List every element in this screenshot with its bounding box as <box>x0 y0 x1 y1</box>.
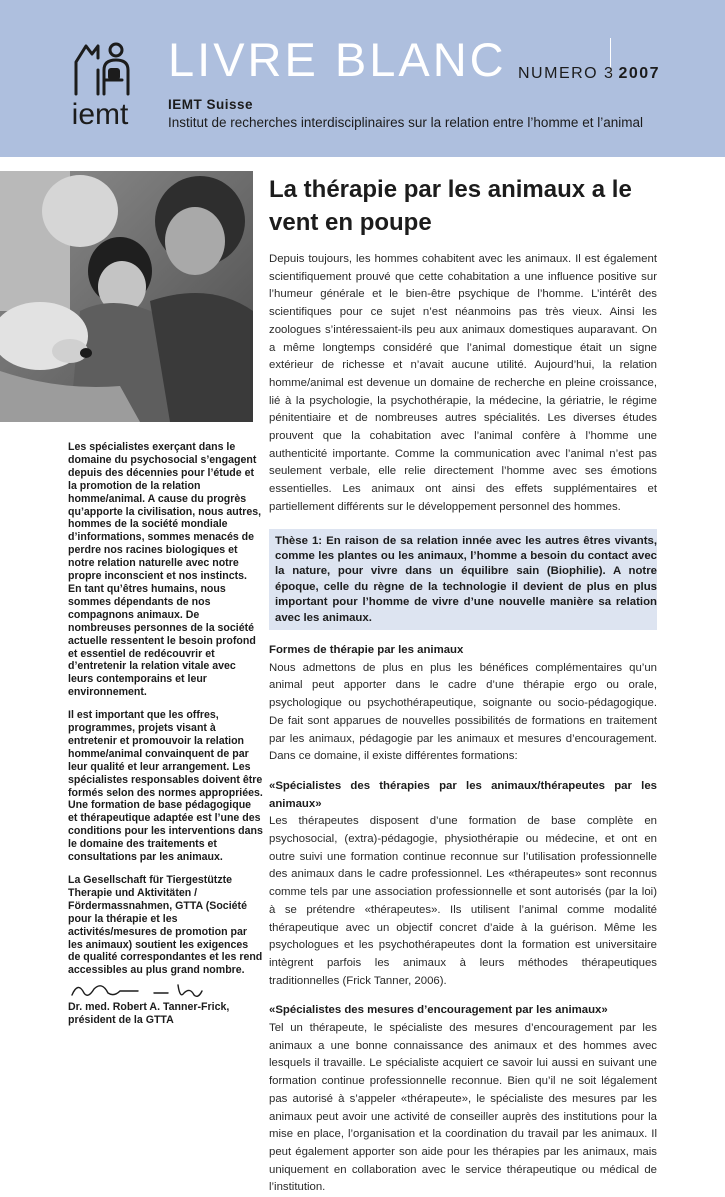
photo-children-with-dog <box>0 171 253 422</box>
intro-paragraph: Depuis toujours, les hommes cohabitent avec les animaux. Il est également scientifiquement prouvé que cette cohabitation a une influence positive sur l’humeur générale et le bien-être psychique de l’homme. L’intérêt des scientifiques pour ce sujet n’est néanmoins pas très vieux. Ainsi les zoologues s’intéressaient-ils peu aux animaux domestiques auparavant. On a même longtemps considéré que l’animal domestique était un signe extérieur de richesse et n’avait aucune utilité. Aujourd’hui, la relation homme/animal est devenue un domaine de recherche en pleine croissance, lié à la psychologie, la psychothérapie, la médecine, la gériatrie, le régime pénitentiaire et de nombreuses autres spécialités. Les diverses études prouvent que la cohabitation avec l’animal confère à l’homme une authenticité importante. Comme la communication avec l’animal n’est pas seulement verbale, elle relie directement l’homme avec ses émotions essentielles. Les animaux ont ainsi des effets supplémentaires et partiellement différents sur le développement personnel des hommes. <box>269 253 657 513</box>
section-body: Tel un thérapeute, le spécialiste des mesures d’encouragement par les animaux a une bonne connaissance des animaux et des hommes avec lesquels il travaille. Le spécialiste acquiert ce savoir lui aussi en suivant une formation continue professionnelle reconnue. Bien qu’il ne soit légalement pas autorisé à s’appeler «thérapeute», le spécialiste des mesures par les animaux peut avoir une activité de conseiller auprès des institutions pour la mise en place, l’organisation et la coordination du travail par les animaux. Il peut également apporter son aide pour les thérapies par les animaux, mais uniquement en collaboration avec le service thérapeutique ou médical de l’institution. <box>269 1022 657 1194</box>
article-body <box>269 251 657 1197</box>
section-heading: «Spécialistes des thérapies par les animaux/thérapeutes par les animaux» <box>269 779 657 810</box>
issue-label: NUMERO 3 <box>518 65 615 82</box>
issue-number <box>518 66 660 82</box>
issue-year: 2007 <box>618 65 661 82</box>
publication-title: LIVRE BLANC <box>168 33 507 86</box>
iemt-logo <box>64 40 136 130</box>
sidebar-paragraph: La Gesellschaft für Tiergestützte Therapie und Aktivitäten / Fördermassnahmen, GTTA (Société pour la thérapie et les activités/mesures de promotion par les animaux) soutient les exigences de qualité correspondantes et les rend accessibles au plus grand nombre. <box>68 874 263 977</box>
section-heading: «Spécialistes des mesures d’encouragement par les animaux» <box>269 1004 608 1017</box>
signer-role: président de la GTTA <box>68 1014 174 1027</box>
org-name: IEMT Suisse <box>168 97 254 112</box>
header-banner <box>0 0 725 157</box>
org-subtitle: Institut de recherches interdisciplinaires sur la relation entre l’homme et l’animal <box>168 115 643 130</box>
thesis-box: Thèse 1: En raison de sa relation innée avec les autres êtres vivants, comme les plantes ou les animaux, l’homme a besoin du contact avec la nature, pour vivre dans un équilibre sain (Biophilie). A notre époque, celle du règne de la technologie il devient de plus en plus important pour l’homme de vivre d’une nouvelle manière sa relation avec les animaux. <box>269 529 657 630</box>
signer-name: Dr. med. Robert A. Tanner-Frick, <box>68 1001 230 1014</box>
section-body: Nous admettons de plus en plus les bénéfices complémentaires qu’un animal peut apporter dans le cadre d’une thérapie ergo ou orale, psychologique ou psychothérapeutique, soignante ou socio-pédagogique. De fait sont apparues de nouvelles possibilités de formations en traitement par les animaux, pédagogie par les animaux et mesures d’encouragement. Dans ce domaine, il existe différentes formations: <box>269 661 657 763</box>
logo-text: iemt <box>71 98 129 130</box>
sidebar-paragraph: Il est important que les offres, programmes, projets visant à entretenir et promouvoir la relation homme/animal convainquent de par leur qualité et leur arrangement. Les spécialistes responsables doivent être formés selon des normes appropriées. Une formation de base pédagogique et thérapeutique adaptée est l’une des conditions pour les interventions dans le domaine des traitements et consultations par les animaux. <box>68 709 263 864</box>
signature <box>68 979 228 1001</box>
section-heading: Formes de thérapie par les animaux <box>269 643 464 656</box>
article-headline: La thérapie par les animaux a le vent en poupe <box>269 176 632 236</box>
sidebar-paragraph: Les spécialistes exerçant dans le domaine du psychosocial s’engagent depuis des décennies pour l’étude et la promotion de la relation homme/animal. A cause du progrès qu’apporte la civilisation, nous autres, hommes de la société mondiale d’informations, sommes menacés de perdre nos racines biologiques et notre relation naturelle avec notre propre inconscient et nos instincts. En tant qu’êtres humains, nous sommes dépendants de nos compagnons animaux. De nombreuses personnes de la société actuelle ressentent le besoin profond et essentiel de redécouvrir et d’entretenir la relation vitale avec leurs contemporains et leur environnement. <box>68 441 262 699</box>
section-body: Les thérapeutes disposent d’une formation de base complète en psychosocial, (extra)-pédagogie, physiothérapie ou médecine, et ont en outre suivi une formation continue reconnue sur l’utilisation professionnelle des animaux dans le cadre professionnel. Les «thérapeutes» sont reconnus comme tels par une association professionnelle et sont autorisés (par la loi) à se prétendre «thérapeutes». Ils utilisent l’animal comme modalité thérapeutique avec un objectif concret d’aide à la guérison. Même les psychologues et les psychothérapeutes dont la formation est universitaire intègrent parfois les animaux à leurs méthodes thérapeutiques traditionnelles (Frick Tanner, 2006). <box>269 815 657 987</box>
sidebar-column <box>68 441 263 1027</box>
